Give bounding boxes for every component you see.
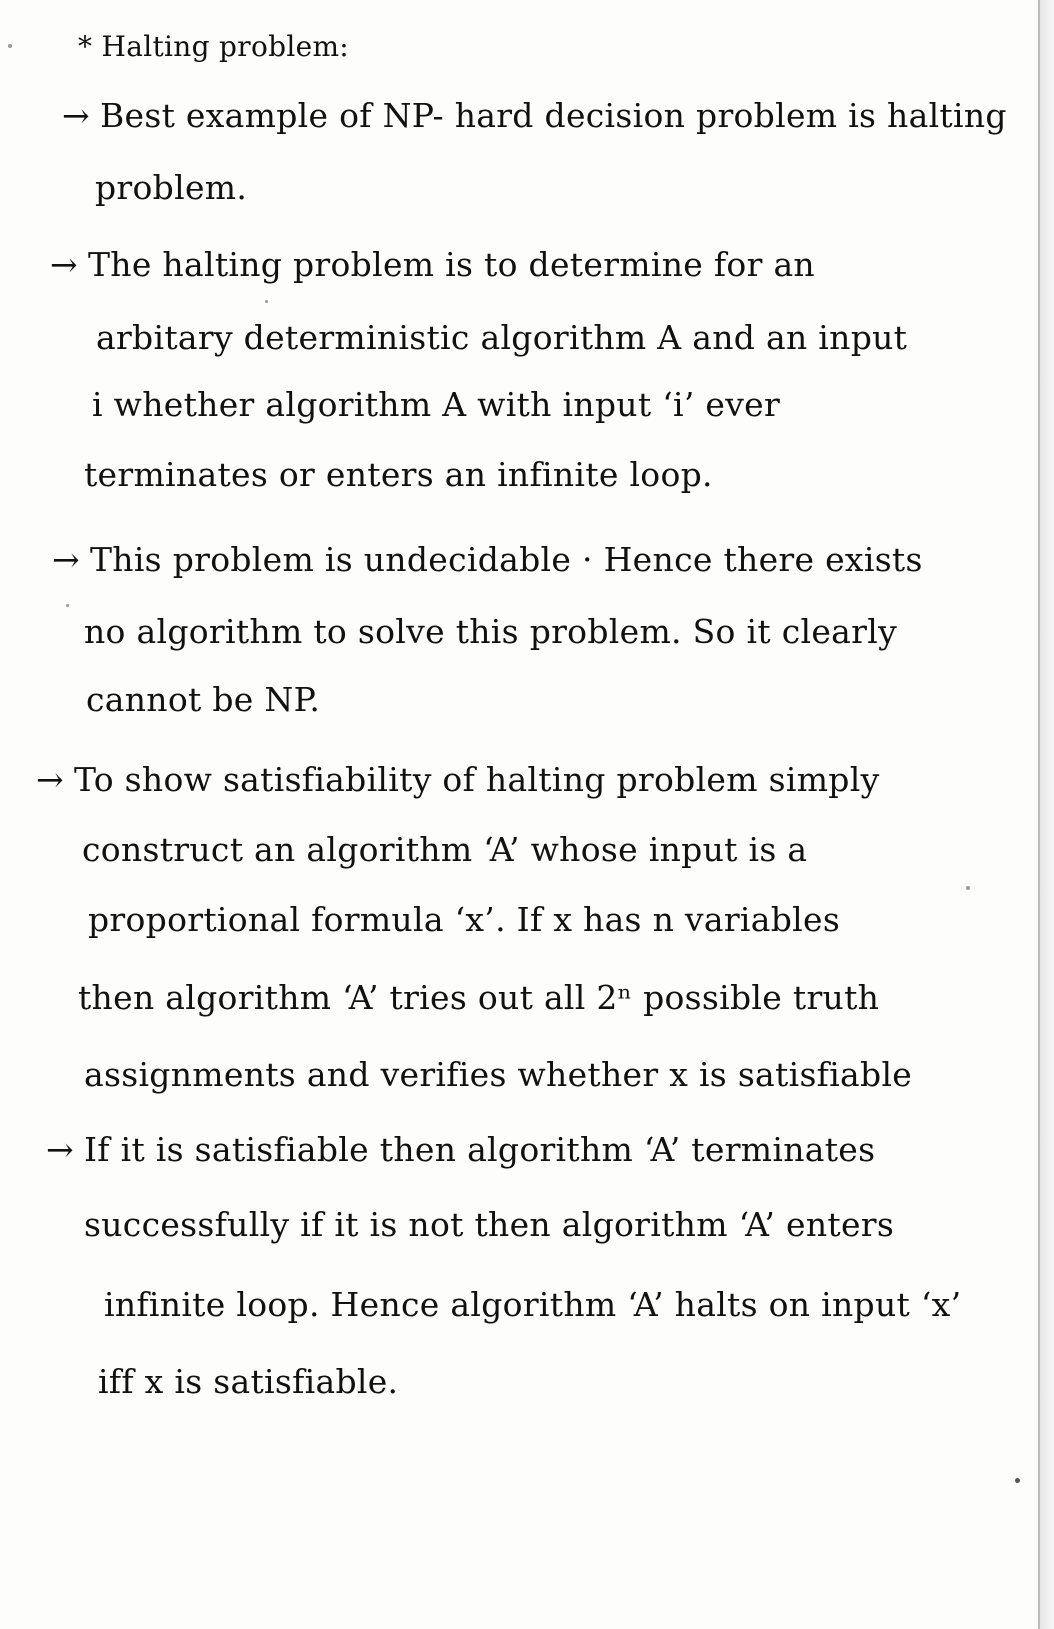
paragraph-4-line-3 [88,900,840,939]
paragraph-2-line-4 [84,455,713,494]
line-text: proportional formula ‘x’. If x has n variables [88,900,841,939]
paragraph-5-line-2 [84,1205,894,1244]
paragraph-4-line-5 [84,1055,912,1094]
note-title [78,30,349,63]
arrow-icon: → [50,245,78,284]
next-page-edge [1040,0,1054,1629]
line-text: successfully if it is not then algorithm ‘A’ enters [84,1205,895,1244]
line-text: cannot be NP. [86,680,321,719]
asterisk-marker: * [78,30,93,63]
paragraph-2-line-3 [92,385,780,424]
line-text: problem. [95,168,248,207]
scan-speck [8,44,12,48]
paragraph-1-line-1 [62,96,1007,135]
paragraph-3-line-1 [52,540,923,579]
line-text: iff x is satisfiable. [98,1362,399,1401]
arrow-icon: → [52,540,80,579]
arrow-icon: → [36,760,64,799]
scan-speck [265,300,268,303]
paragraph-5-line-1 [46,1130,875,1169]
paragraph-4-line-2 [82,830,807,869]
line-text: arbitary deterministic algorithm A and an input [96,318,908,357]
paragraph-3-line-2 [84,612,897,651]
paragraph-5-line-3 [104,1285,961,1324]
line-text: then algorithm ‘A’ tries out all 2ⁿ possible truth [78,978,880,1017]
arrow-icon: → [62,96,90,135]
paragraph-2-line-2 [96,318,907,357]
arrow-icon: → [46,1130,74,1169]
scan-speck [1015,1478,1020,1483]
paragraph-4-line-1 [36,760,880,799]
title-text: Halting problem: [101,30,350,63]
line-text: construct an algorithm ‘A’ whose input is a [82,830,808,869]
paragraph-4-line-4 [78,978,879,1017]
paragraph-1-line-2 [95,168,247,207]
line-text: To show satisfiability of halting problem simply [73,760,880,799]
line-text: This problem is undecidable · Hence there exists [89,540,923,579]
line-text: The halting problem is to determine for an [87,245,815,284]
scan-speck [66,604,69,607]
scan-speck [966,886,970,890]
line-text: assignments and verifies whether x is satisfiable [84,1055,913,1094]
line-text: no algorithm to solve this problem. So it clearly [84,612,898,651]
line-text: i whether algorithm A with input ‘i’ ever [92,385,781,424]
paragraph-3-line-3 [86,680,320,719]
line-text: terminates or enters an infinite loop. [84,455,713,494]
paragraph-2-line-1 [50,245,815,284]
line-text: If it is satisfiable then algorithm ‘A’ terminates [83,1130,876,1169]
paragraph-5-line-4 [98,1362,398,1401]
line-text: infinite loop. Hence algorithm ‘A’ halts on input ‘x’ [104,1285,962,1324]
line-text: Best example of NP- hard decision problem is halting [99,96,1007,135]
